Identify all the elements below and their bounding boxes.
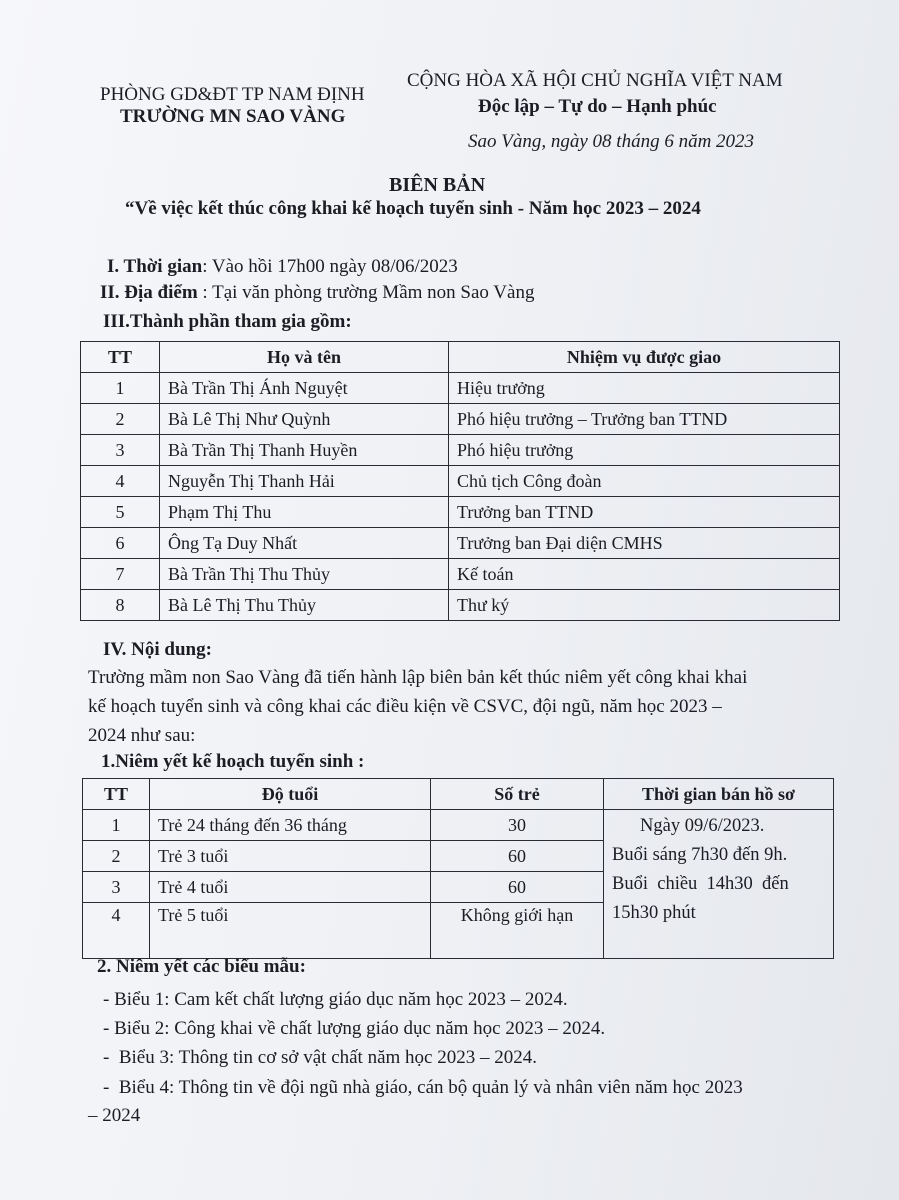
members-table-header — [81, 342, 840, 373]
enrollment-table-header — [83, 779, 834, 810]
national-title: CỘNG HÒA XÃ HỘI CHỦ NGHĨA VIỆT NAM — [407, 70, 783, 91]
form-item: - Biểu 2: Công khai về chất lượng giáo dục năm học 2023 – 2024. — [103, 1018, 606, 1039]
content-line-2: kế hoạch tuyển sinh và công khai các điều kiện về CSVC, đội ngũ, năm học 2023 – — [88, 696, 722, 717]
header-cell: Số trẻ — [431, 779, 604, 810]
sale-time-cell — [604, 810, 834, 959]
member-name: Phạm Thị Thu — [160, 497, 449, 528]
table-row — [81, 466, 840, 497]
member-name: Bà Lê Thị Như Quỳnh — [160, 404, 449, 435]
member-name: Bà Trần Thị Thu Thủy — [160, 559, 449, 590]
age-group: Trẻ 24 tháng đến 36 tháng — [150, 810, 431, 841]
subsection-forms: 2. Niêm yết các biểu mẫu: — [97, 956, 306, 977]
header-cell: TT — [81, 342, 160, 373]
member-role: Trưởng ban Đại diện CMHS — [449, 528, 840, 559]
table-row — [81, 528, 840, 559]
form-item: - Biểu 3: Thông tin cơ sở vật chất năm học 2023 – 2024. — [103, 1047, 537, 1068]
section-location — [100, 282, 534, 304]
section-location-label: II. Địa điểm — [100, 282, 198, 303]
document-subtitle: “Về việc kết thúc công khai kế hoạch tuyển sinh - Năm học 2023 – 2024 — [125, 198, 701, 219]
member-role: Hiệu trưởng — [449, 373, 840, 404]
row-index: 4 — [81, 466, 160, 497]
section-time-text: : Vào hồi 17h00 ngày 08/06/2023 — [202, 256, 458, 277]
member-name: Bà Trần Thị Ánh Nguyệt — [160, 373, 449, 404]
sale-time-line: Ngày 09/6/2023. — [640, 816, 765, 836]
section-participants: III.Thành phần tham gia gồm: — [103, 311, 352, 332]
child-count: 60 — [431, 872, 604, 903]
header-cell: Họ và tên — [160, 342, 449, 373]
sale-time-line: Buổi sáng 7h30 đến 9h. — [612, 845, 788, 865]
header-cell: Thời gian bán hồ sơ — [604, 779, 834, 810]
row-index: 1 — [83, 810, 150, 841]
row-index: 5 — [81, 497, 160, 528]
row-index: 2 — [81, 404, 160, 435]
member-role: Phó hiệu trưởng — [449, 435, 840, 466]
table-row — [83, 810, 834, 841]
row-index: 7 — [81, 559, 160, 590]
age-group: Trẻ 4 tuổi — [150, 872, 431, 903]
row-index: 6 — [81, 528, 160, 559]
header-cell: Nhiệm vụ được giao — [449, 342, 840, 373]
content-line-1: Trường mầm non Sao Vàng đã tiến hành lập biên bản kết thúc niêm yết công khai khai — [88, 667, 748, 688]
section-content: IV. Nội dung: — [103, 639, 212, 660]
row-index: 8 — [81, 590, 160, 621]
subsection-enrollment: 1.Niêm yết kế hoạch tuyển sinh : — [101, 751, 365, 772]
member-name: Bà Trần Thị Thanh Huyền — [160, 435, 449, 466]
row-index: 2 — [83, 841, 150, 872]
table-row — [81, 559, 840, 590]
form-item: - Biểu 1: Cam kết chất lượng giáo dục năm học 2023 – 2024. — [103, 989, 568, 1010]
form-item: - Biểu 4: Thông tin về đội ngũ nhà giáo, cán bộ quản lý và nhân viên năm học 2023 — [103, 1077, 743, 1098]
sale-time-line: 15h30 phút — [612, 903, 696, 923]
row-index: 4 — [83, 903, 150, 959]
member-role: Thư ký — [449, 590, 840, 621]
content-line-3: 2024 như sau: — [88, 725, 196, 746]
table-row — [81, 404, 840, 435]
table-row — [81, 590, 840, 621]
member-name: Ông Tạ Duy Nhất — [160, 528, 449, 559]
row-index: 3 — [81, 435, 160, 466]
section-time-label: I. Thời gian — [107, 256, 203, 277]
child-count: 60 — [431, 841, 604, 872]
section-time — [107, 256, 458, 278]
dept-name: PHÒNG GD&ĐT TP NAM ĐỊNH — [100, 84, 365, 105]
table-row — [81, 497, 840, 528]
section-location-text: : Tại văn phòng trường Mầm non Sao Vàng — [197, 282, 535, 303]
date-line: Sao Vàng, ngày 08 tháng 6 năm 2023 — [468, 131, 755, 152]
header-cell: TT — [83, 779, 150, 810]
member-role: Phó hiệu trưởng – Trưởng ban TTND — [449, 404, 840, 435]
member-name: Bà Lê Thị Thu Thủy — [160, 590, 449, 621]
table-row — [81, 373, 840, 404]
member-role: Trưởng ban TTND — [449, 497, 840, 528]
document-title: BIÊN BẢN — [389, 174, 486, 196]
table-row — [81, 435, 840, 466]
member-role: Kế toán — [449, 559, 840, 590]
row-index: 3 — [83, 872, 150, 903]
members-table — [80, 341, 840, 621]
school-name: TRƯỜNG MN SAO VÀNG — [120, 106, 346, 127]
enrollment-table — [82, 778, 834, 959]
form-item-continuation: – 2024 — [88, 1105, 141, 1126]
child-count: 30 — [431, 810, 604, 841]
member-role: Chủ tịch Công đoàn — [449, 466, 840, 497]
header-cell: Độ tuổi — [150, 779, 431, 810]
row-index: 1 — [81, 373, 160, 404]
member-name: Nguyễn Thị Thanh Hải — [160, 466, 449, 497]
child-count: Không giới hạn — [431, 903, 604, 959]
sale-time-line: Buổi chiều 14h30 đến — [612, 874, 789, 894]
national-motto: Độc lập – Tự do – Hạnh phúc — [478, 96, 717, 117]
age-group: Trẻ 5 tuổi — [150, 903, 431, 959]
age-group: Trẻ 3 tuổi — [150, 841, 431, 872]
